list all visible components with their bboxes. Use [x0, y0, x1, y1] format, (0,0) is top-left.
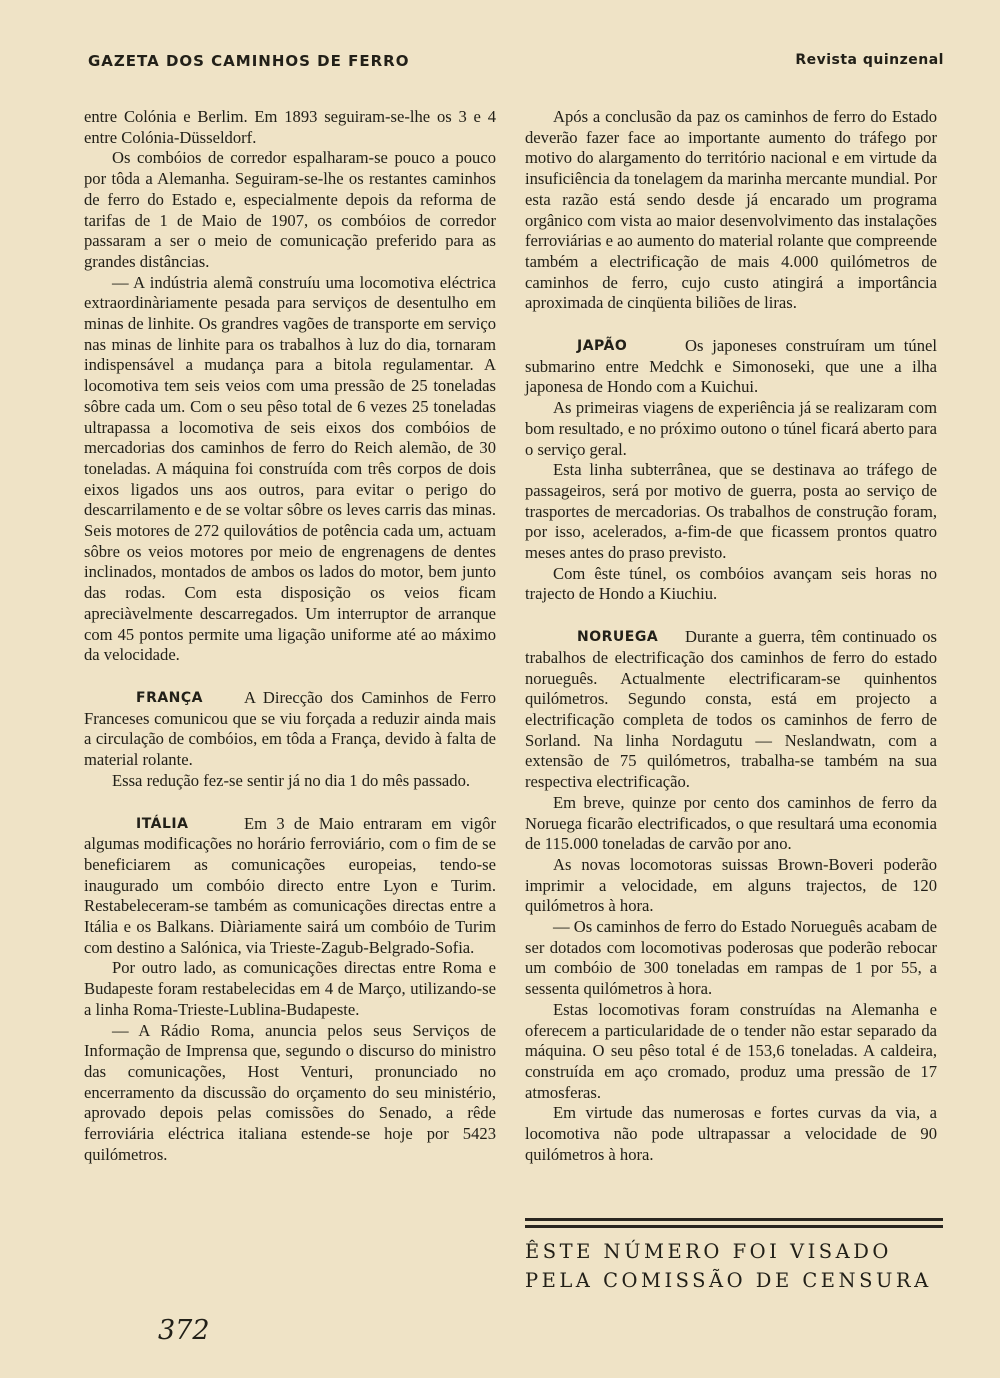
paragraph: Estas locomotivas foram construídas na Alemanha e oferecem a particularidade de o tender não estar separado da máquina. O seu pêso total é de 153,6 toneladas. A caldeira, construída em aço cromado, produz uma pressão de 17 atmosferas.: [525, 999, 937, 1102]
right-column: [525, 107, 937, 1165]
section-franca: [84, 688, 496, 792]
page-number: 372: [158, 1315, 210, 1346]
double-rule-divider: [525, 1218, 943, 1232]
paragraph: Com êste túnel, os combóios avançam seis horas no trajecto de Hondo a Kiuchiu.: [525, 563, 937, 604]
paragraph: — A indústria alemã construíu uma locomotiva eléctrica extraordinàriamente pesada para serviços de desentulho em minas de linhite. Os grandres vagões de transporte em serviço nas minas de linhite para os trabalhos à luz do dia, tornaram indispensável a mudança para a bitola regulamentar. A locomotiva tem seis veios com uma pressão de 25 toneladas sôbre cada um. Com o seu pêso total de 6 vezes 25 toneladas ultrapassa a locomotiva de seis eixos dos combóios de mercadorias dos caminhos de ferro do Reich alemão, de 30 toneladas. A máquina foi construída com três corpos de dois eixos ligados uns aos outros, para evitar o perigo do descarrilamento e de se voltar sôbre os leves carris das minas. Seis motores de 272 quilovátios de potência cada um, actuam sôbre os veios motores por meio de engrenagens de dentes inclinados, montados de ambos os lados do motor, bem junto das rodas. Com esta disposição os veios ficam apreciàvelmente descarregados. Um interruptor de arranque com 45 pontos permite uma ligação uniforme até ao máximo da velocidade.: [84, 272, 496, 665]
paragraph: Essa redução fez-se sentir já no dia 1 do mês passado.: [112, 770, 471, 790]
paragraph: — A Rádio Roma, anuncia pelos seus Serviços de Informação de Imprensa que, segundo o discurso do ministro das comunicações, Host Venturi, pronunciado no encerramento da discussão do orçamento do seu ministério, aprovado depois pelas comissões do Senado, a rêde ferroviária eléctrica italiana estende-se hoje por 5423 quilómetros.: [84, 1020, 496, 1164]
section-italia: [84, 814, 496, 1166]
section-heading: FRANÇA: [136, 689, 204, 706]
section-noruega: [525, 627, 937, 1165]
paragraph: Em breve, quinze por cento dos caminhos de ferro da Noruega ficarão electrificados, o que resultará uma economia de 115.000 toneladas de carvão por ano.: [525, 792, 937, 854]
section-heading: ITÁLIA: [136, 815, 189, 832]
censorship-notice: [525, 1237, 943, 1295]
section-japao: [525, 336, 937, 605]
paragraph: As primeiras viagens de experiência já se realizaram com bom resultado, e no próximo outono o túnel ficará aberto para o serviço geral.: [525, 398, 937, 459]
section-heading: JAPÃO: [577, 338, 628, 355]
censor-line-1: ÊSTE NÚMERO FOI VISADO: [525, 1240, 892, 1263]
paragraph: Os japoneses construíram um túnel submarino entre Medchk e Simonoseki, que une a ilha japonesa de Hondo com a Kuichui.: [525, 336, 937, 397]
publication-subtitle: Revista quinzenal: [795, 52, 944, 68]
paragraph: entre Colónia e Berlim. Em 1893 seguiram-se-lhe os 3 e 4 entre Colónia-Düsseldorf.: [84, 107, 496, 147]
paragraph: — Os caminhos de ferro do Estado Norueguês acabam de ser dotados com locomotivas poderosas que poderão rebocar um combóio de 300 toneladas em rampas de 1 por 55, a sessenta quilómetros à hora.: [525, 917, 937, 999]
paragraph: As novas locomotoras suissas Brown-Boveri poderão imprimir a velocidade, em alguns trajectos, de 120 quilómetros à hora.: [525, 854, 937, 916]
paragraph: Durante a guerra, têm continuado os trabalhos de electrificação dos caminhos de ferro do estado norueguês. Actualmente electrificaram-se quinhentos quilómetros. Segundo consta, está em projecto a electrificação completa de todos os caminhos de ferro de Sorland. Na linha Nordagutu — Neslandwatn, com a extensão de 75 quilómetros, trabalha-se também na sua respectiva electrificação.: [525, 627, 937, 792]
paragraph: Em virtude das numerosas e fortes curvas da via, a locomotiva não pode ultrapassar a velocidade de 90 quilómetros à hora.: [525, 1103, 937, 1164]
publication-title: GAZETA DOS CAMINHOS DE FERRO: [88, 52, 410, 70]
left-column: [84, 107, 496, 1165]
paragraph: Em 3 de Maio entraram em vigôr algumas modificações no horário ferroviário, com o fim de se beneficiarem as comunicações europeias, tendo-se inaugurado um combóio directo entre Lyon e Turim. Restabeleceram-se também as comunicações directas entre a Itália e os Balkans. Diàriamente sairá um combóio de Turim com destino a Salónica, via Trieste-Zagub-Belgrado-Sofia.: [84, 813, 496, 957]
paragraph: Após a conclusão da paz os caminhos de ferro do Estado deverão fazer face ao importante aumento do tráfego por motivo do alargamento do território nacional e em virtude da insuficiência da tonelagem da marinha mercante mundial. Por esta razão está sendo desde já encarado um programa orgânico com vista ao maior desenvolvimento das instalações ferroviárias e ao aumento do material rolante que compreende também a electrificação de mais 4.000 quilómetros de caminhos de ferro, cujo custo atingirá a importância aproximada de cinqüenta biliões de liras.: [525, 107, 937, 313]
censor-line-2: PELA COMISSÃO DE CENSURA: [525, 1269, 932, 1292]
paragraph: Os combóios de corredor espalharam-se pouco a pouco por tôda a Alemanha. Seguiram-se-lhe os restantes caminhos de ferro do Estado e, especialmente depois da reforma de tarifas de 1 de Maio de 1907, os combóios de corredor passaram a ser o meio de comunicação preferido para as grandes distâncias.: [84, 148, 496, 271]
paragraph: A Direcção dos Caminhos de Ferro Franceses comunicou que se viu forçada a reduzir ainda mais a circulação de combóios, em tôda a França, devido à falta de material rolante.: [84, 687, 496, 770]
section-heading: NORUEGA: [577, 629, 659, 646]
paragraph: Por outro lado, as comunicações directas entre Roma e Budapeste foram restabelecidas em 4 de Março, utilizando-se a linha Roma-Trieste-Lublina-Budapeste.: [84, 958, 496, 1019]
paragraph: Esta linha subterrânea, que se destinava ao tráfego de passageiros, será por motivo de guerra, posta ao serviço de trasportes de mercadorias. Os trabalhos de construção foram, por isso, acelerados, a-fim-de que ficassem prontos quatro meses antes do praso previsto.: [525, 460, 937, 563]
